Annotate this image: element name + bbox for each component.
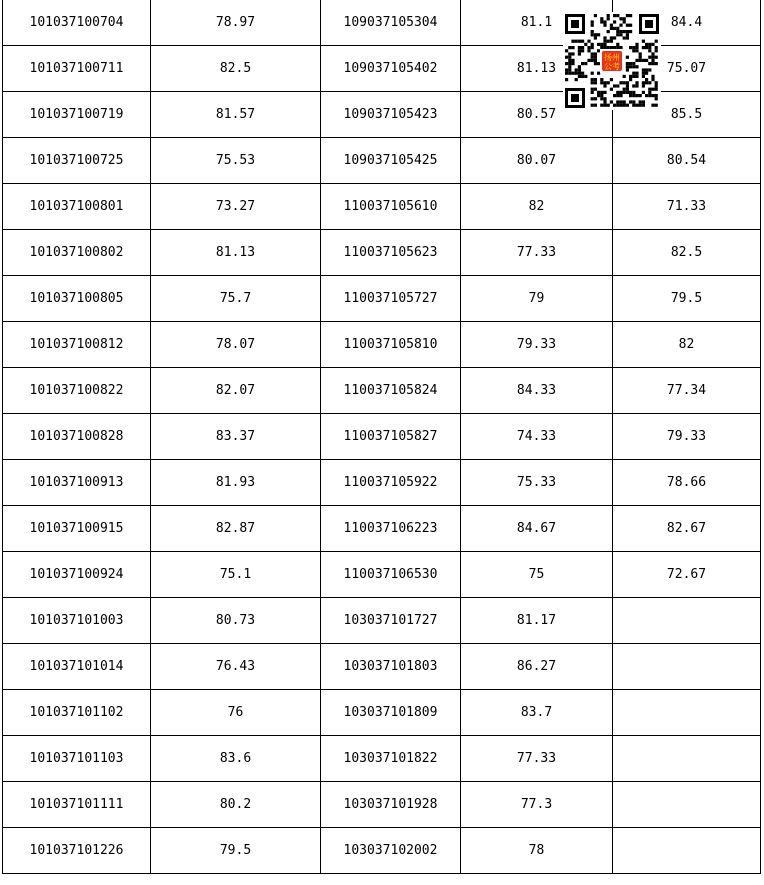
table-cell: 103037102002: [321, 828, 461, 874]
table-row: [3, 230, 761, 276]
table-cell: 86.27: [461, 644, 613, 690]
table-cell: 78: [461, 828, 613, 874]
table-cell: 83.37: [151, 414, 321, 460]
table-cell: 82.5: [613, 230, 761, 276]
table-cell: 81.13: [461, 46, 613, 92]
table-cell: 101037101226: [3, 828, 151, 874]
table-cell: 71.33: [613, 184, 761, 230]
table-cell: 81.1: [461, 0, 613, 46]
table-cell: 80.07: [461, 138, 613, 184]
table-cell: 103037101803: [321, 644, 461, 690]
table-cell: 73.27: [151, 184, 321, 230]
table-cell: 82.87: [151, 506, 321, 552]
table-cell: 77.33: [461, 230, 613, 276]
table-cell: 103037101822: [321, 736, 461, 782]
table-cell: 103037101727: [321, 598, 461, 644]
qr-finder-top-right: [639, 14, 659, 34]
table-cell: 75.1: [151, 552, 321, 598]
table-cell: 101037101103: [3, 736, 151, 782]
table-row: [3, 460, 761, 506]
table-cell: [613, 690, 761, 736]
table-cell: 81.17: [461, 598, 613, 644]
table-row: [3, 322, 761, 368]
score-table: [2, 0, 761, 874]
table-cell: [613, 782, 761, 828]
table-cell: 82.67: [613, 506, 761, 552]
table-cell: 79.5: [151, 828, 321, 874]
table-cell: 83.6: [151, 736, 321, 782]
table-cell: 101037100711: [3, 46, 151, 92]
table-cell: 77.34: [613, 368, 761, 414]
table-cell: 75: [461, 552, 613, 598]
table-cell: [613, 598, 761, 644]
table-cell: 76: [151, 690, 321, 736]
table-cell: 101037100725: [3, 138, 151, 184]
table-cell: 76.43: [151, 644, 321, 690]
table-cell: 81.93: [151, 460, 321, 506]
table-cell: 101037100915: [3, 506, 151, 552]
table-cell: 103037101928: [321, 782, 461, 828]
table-cell: 82: [613, 322, 761, 368]
table-cell: 77.3: [461, 782, 613, 828]
table-cell: 110037106223: [321, 506, 461, 552]
table-cell: 79: [461, 276, 613, 322]
table-cell: [613, 736, 761, 782]
table-cell: [613, 828, 761, 874]
table-row: [3, 828, 761, 874]
table-cell: 81.57: [151, 92, 321, 138]
table-cell: 101037100805: [3, 276, 151, 322]
table-cell: 74.33: [461, 414, 613, 460]
table-cell: 80.54: [613, 138, 761, 184]
table-row: [3, 552, 761, 598]
table-cell: 82: [461, 184, 613, 230]
table-row: [3, 138, 761, 184]
table-cell: 101037100719: [3, 92, 151, 138]
table-cell: 79.33: [613, 414, 761, 460]
table-row: [3, 782, 761, 828]
table-cell: 79.5: [613, 276, 761, 322]
table-cell: 72.67: [613, 552, 761, 598]
table-cell: 109037105304: [321, 0, 461, 46]
table-row: [3, 598, 761, 644]
table-cell: 101037101111: [3, 782, 151, 828]
qr-code-watermark: [563, 12, 661, 110]
qr-logo-badge: [600, 49, 624, 73]
table-cell: 78.66: [613, 460, 761, 506]
table-cell: 110037105824: [321, 368, 461, 414]
table-cell: 101037100802: [3, 230, 151, 276]
table-cell: [613, 644, 761, 690]
table-cell: 101037101102: [3, 690, 151, 736]
table-row: [3, 368, 761, 414]
table-cell: 101037100812: [3, 322, 151, 368]
table-cell: 75.53: [151, 138, 321, 184]
table-cell: 80.73: [151, 598, 321, 644]
svg-text:公考: 公考: [604, 62, 620, 71]
table-cell: 110037105810: [321, 322, 461, 368]
table-cell: 110037105610: [321, 184, 461, 230]
table-cell: 109037105423: [321, 92, 461, 138]
table-cell: 101037100801: [3, 184, 151, 230]
table-cell: 101037101014: [3, 644, 151, 690]
table-cell: 78.97: [151, 0, 321, 46]
table-cell: 101037100828: [3, 414, 151, 460]
table-cell: 101037100704: [3, 0, 151, 46]
svg-text:扬州: 扬州: [604, 53, 620, 62]
table-cell: 110037105623: [321, 230, 461, 276]
table-row: [3, 184, 761, 230]
table-cell: 85.5: [613, 92, 761, 138]
table-cell: 101037101003: [3, 598, 151, 644]
table-cell: 101037100924: [3, 552, 151, 598]
table-cell: 78.07: [151, 322, 321, 368]
table-cell: 101037100913: [3, 460, 151, 506]
table-cell: 82.5: [151, 46, 321, 92]
table-cell: 77.33: [461, 736, 613, 782]
table-cell: 101037100822: [3, 368, 151, 414]
table-cell: 75.33: [461, 460, 613, 506]
table-row: [3, 414, 761, 460]
table-cell: 81.13: [151, 230, 321, 276]
table-cell: 110037105727: [321, 276, 461, 322]
qr-finder-top-left: [565, 14, 585, 34]
table-cell: 84.33: [461, 368, 613, 414]
table-cell: 84.67: [461, 506, 613, 552]
table-cell: 110037105922: [321, 460, 461, 506]
table-cell: 80.2: [151, 782, 321, 828]
table-cell: 79.33: [461, 322, 613, 368]
table-cell: 83.7: [461, 690, 613, 736]
table-cell: 110037105827: [321, 414, 461, 460]
table-cell: 75.07: [613, 46, 761, 92]
table-cell: 103037101809: [321, 690, 461, 736]
table-row: [3, 506, 761, 552]
table-cell: 109037105402: [321, 46, 461, 92]
table-cell: 84.4: [613, 0, 761, 46]
table-row: [3, 690, 761, 736]
table-cell: 75.7: [151, 276, 321, 322]
table-cell: 82.07: [151, 368, 321, 414]
qr-finder-bottom-left: [565, 88, 585, 108]
table-cell: 109037105425: [321, 138, 461, 184]
table-row: [3, 644, 761, 690]
score-table-body: [3, 0, 761, 874]
table-row: [3, 276, 761, 322]
table-cell: 80.57: [461, 92, 613, 138]
table-cell: 110037106530: [321, 552, 461, 598]
table-row: [3, 736, 761, 782]
